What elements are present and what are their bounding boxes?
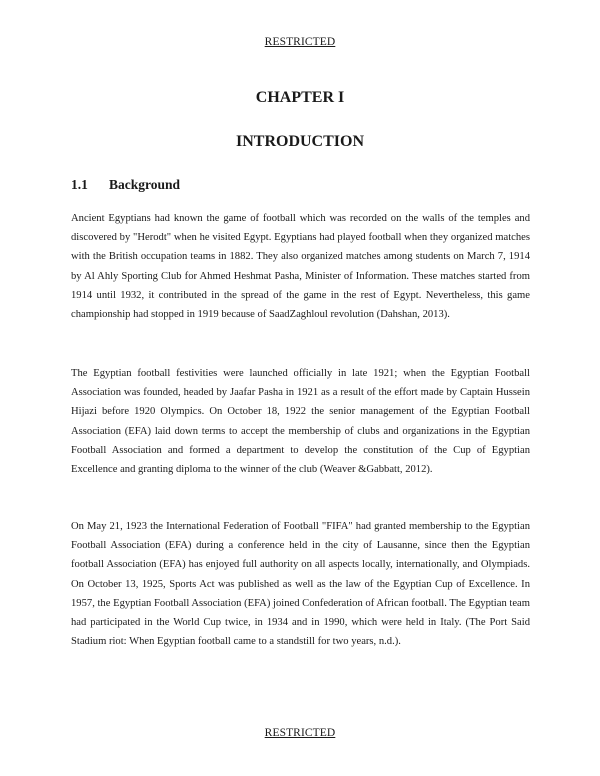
section-title: Background	[109, 177, 181, 192]
paragraph-2: The Egyptian football festivities were launched officially in late 1921; when the Egyptian Football Association was founded, headed by Jaafar Pasha in 1921 as a result of the effort made by Captain Hussein Hijazi before 1920 Olympics. On October 18, 1922 the senior management of the Egyptian Football Association (EFA) laid down terms to accept the membership of clubs and organizations in the Egyptian Football Association and formed a department to develop the constitution of the Cup of Egyptian Excellence and granting diploma to the winner of the club (Weaver &Gabbatt, 2012).	[71, 368, 530, 476]
paragraph-1: Ancient Egyptians had known the game of football which was recorded on the walls of the temples and discovered by "Herodt" when he visited Egypt. Egyptians had played football when they organized matches with the British occupation teams in 1882. They also organized matches among students on March 7, 1914 by Al Ahly Sporting Club for Ahmed Heshmat Pasha, Minister of Information. These matches started from 1914 until 1932, it contributed in the spread of the game in the rest of Egypt. Nevertheless, this game championship had stopped in 1919 because of SaadZaghloul revolution (Dahshan, 2013).	[71, 213, 530, 321]
header-restricted-marking: RESTRICTED	[264, 36, 336, 48]
paragraph-3: On May 21, 1923 the International Federation of Football "FIFA" had granted membership to the Egyptian Football Association (EFA) during a conference held in the city of Lausanne, since then the Egyptian football Association (EFA) has enjoyed full authority on all aspects locally, internationally, and Olympiads. On October 13, 1925, Sports Act was published as well as the law of the Egyptian Cup of Excellence. In 1957, the Egyptian Football Association (EFA) joined Confederation of African football. The Egyptian team had participated in the World Cup twice, in 1934 and in 1990, which were held in Italy. (The Port Said Stadium riot: When Egyptian football came to a standstill for two years, n.d.).	[71, 521, 530, 648]
section-number: 1.1	[71, 177, 88, 192]
chapter-label: CHAPTER I	[255, 89, 345, 106]
section-heading	[71, 177, 180, 193]
chapter-title: INTRODUCTION	[235, 133, 364, 150]
footer-restricted-marking: RESTRICTED	[264, 727, 336, 739]
